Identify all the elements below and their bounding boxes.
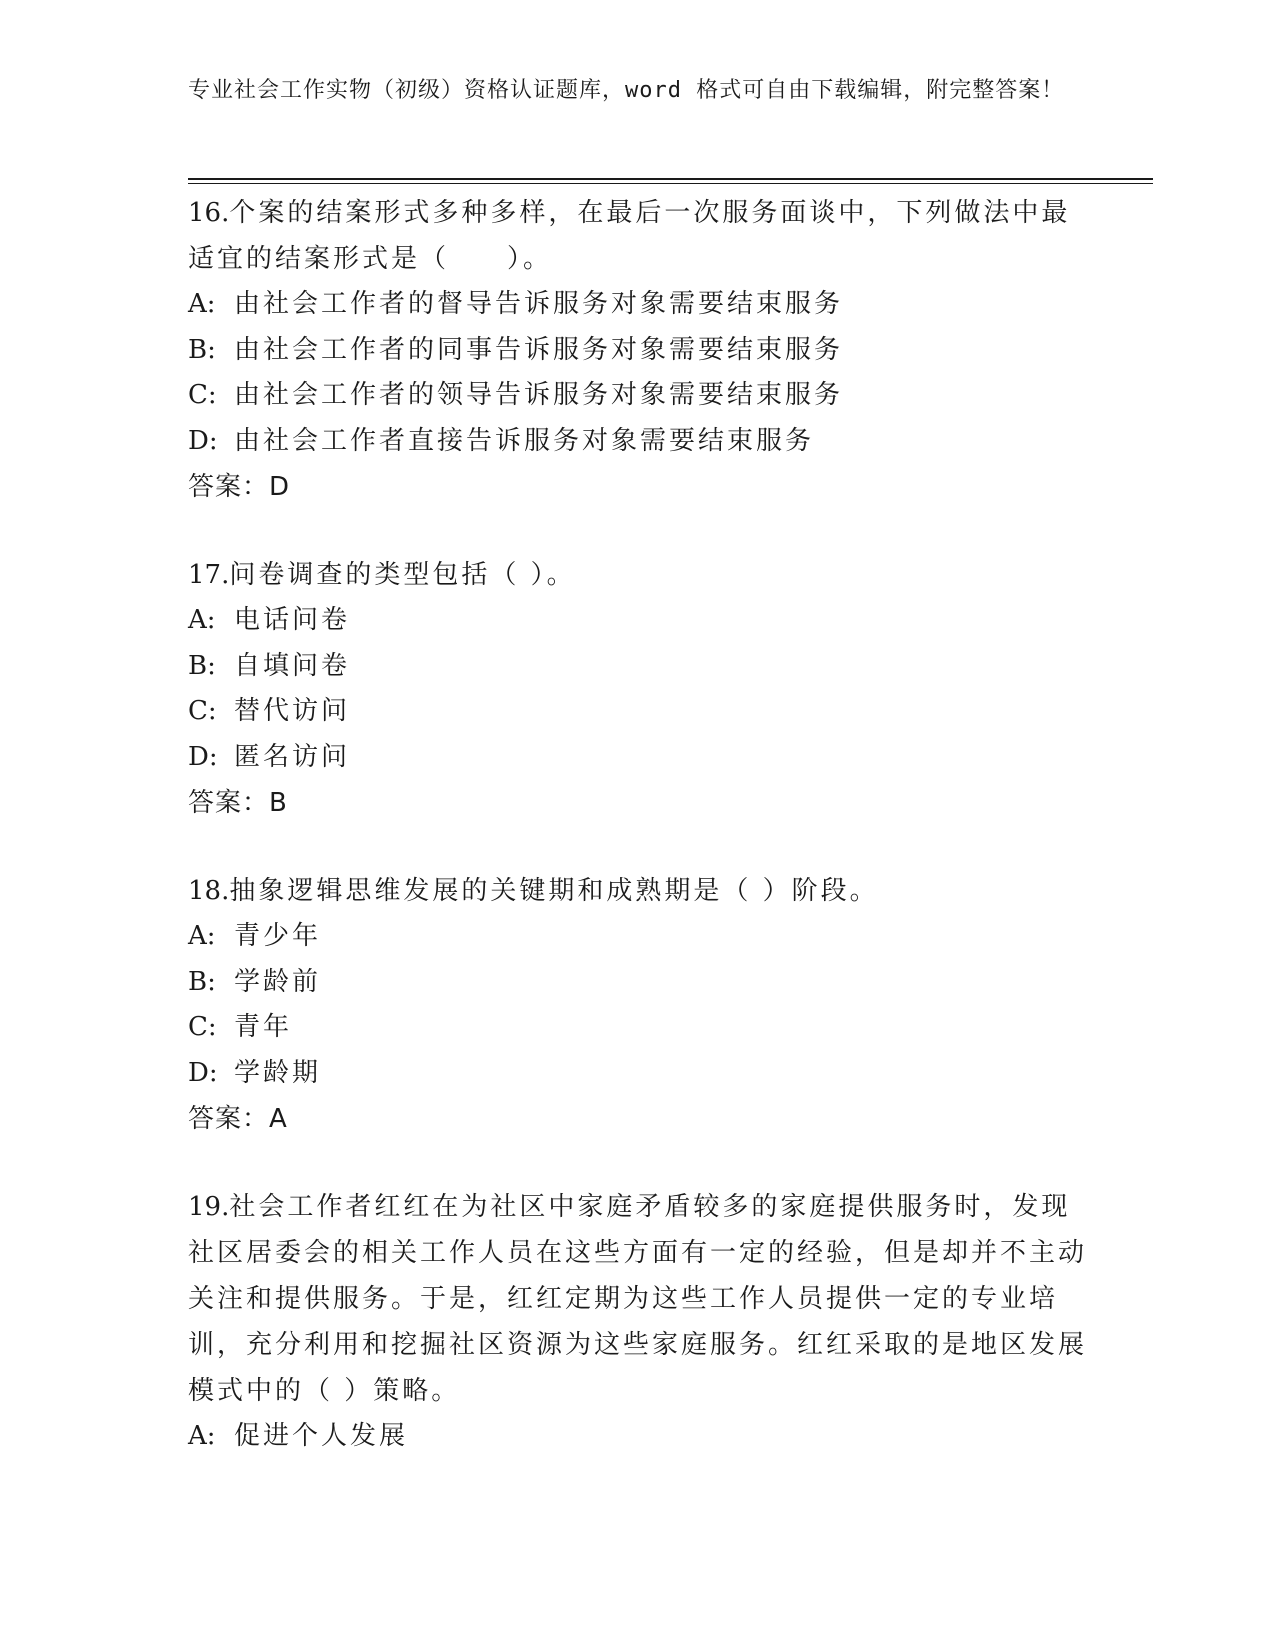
question-18	[188, 868, 1088, 1142]
option-text: 青少年	[234, 921, 322, 951]
option-text: 自填问卷	[234, 650, 351, 681]
option-letter: D:	[188, 425, 218, 456]
option-b	[188, 960, 1088, 1006]
option-letter: C:	[188, 1012, 217, 1042]
option-letter: B:	[188, 966, 216, 997]
question-list	[188, 190, 1088, 1502]
answer-label: 答案：B	[188, 788, 288, 818]
option-d	[188, 1051, 1088, 1097]
option-a	[188, 914, 1088, 960]
question-stem	[188, 552, 1088, 598]
option-text: 由社会工作者直接告诉服务对象需要结束服务	[234, 425, 815, 456]
option-letter: A:	[188, 1421, 216, 1451]
answer-label: 答案：D	[188, 472, 291, 502]
option-text: 由社会工作者的领导告诉服务对象需要结束服务	[234, 380, 844, 410]
option-letter: C:	[188, 696, 217, 726]
option-d	[188, 419, 1088, 465]
option-letter: C:	[188, 380, 217, 410]
option-letter: D:	[188, 1057, 218, 1088]
question-text: 社会工作者红红在为社区中家庭矛盾较多的家庭提供服务时，发现社区居委会的相关工作人员在这些方面有一定的经验，但是却并不主动关注和提供服务。于是，红红定期为这些工作人员提供一定的专业培训，充分利用和挖掘社区资源为这些家庭服务。红红采取的是地区发展模式中的（ ）策略。	[188, 1192, 1088, 1406]
header-divider-thin	[188, 183, 1153, 184]
option-text: 青年	[234, 1012, 293, 1042]
option-text: 电话问卷	[234, 605, 351, 635]
option-b	[188, 644, 1088, 690]
option-a	[188, 282, 1088, 328]
question-stem	[188, 868, 1088, 914]
question-text: 个案的结案形式多种多样，在最后一次服务面谈中，下列做法中最适宜的结案形式是（ ）。	[188, 198, 1071, 274]
option-letter: A:	[188, 289, 216, 319]
question-text: 抽象逻辑思维发展的关键期和成熟期是（ ）阶段。	[229, 876, 879, 906]
option-text: 学龄前	[234, 966, 322, 997]
question-number: 18.	[188, 876, 230, 906]
option-letter: B:	[188, 334, 216, 365]
option-c	[188, 1005, 1088, 1051]
question-17	[188, 552, 1088, 826]
question-number: 19.	[188, 1192, 230, 1222]
header-divider-thick	[188, 178, 1153, 180]
option-letter: A:	[188, 921, 216, 951]
option-text: 学龄期	[234, 1057, 322, 1088]
option-text: 促进个人发展	[234, 1421, 409, 1451]
question-text: 问卷调查的类型包括（ ）。	[229, 560, 576, 590]
question-19	[188, 1184, 1088, 1460]
document-header-title: 专业社会工作实物（初级）资格认证题库，word 格式可自由下载编辑，附完整答案！	[188, 78, 1065, 103]
option-text: 由社会工作者的同事告诉服务对象需要结束服务	[234, 334, 844, 365]
question-number: 17.	[188, 560, 230, 590]
option-c	[188, 689, 1088, 735]
option-letter: B:	[188, 650, 216, 681]
question-number: 16.	[188, 198, 230, 228]
answer-label: 答案：A	[188, 1104, 288, 1134]
option-a	[188, 598, 1088, 644]
option-text: 由社会工作者的督导告诉服务对象需要结束服务	[234, 289, 844, 319]
option-letter: A:	[188, 605, 216, 635]
option-d	[188, 735, 1088, 781]
option-text: 匿名访问	[234, 741, 351, 772]
question-stem	[188, 190, 1088, 282]
question-16	[188, 190, 1088, 510]
option-letter: D:	[188, 741, 218, 772]
option-b	[188, 328, 1088, 374]
question-stem	[188, 1184, 1088, 1414]
option-a	[188, 1414, 1088, 1460]
option-text: 替代访问	[234, 696, 351, 726]
option-c	[188, 373, 1088, 419]
